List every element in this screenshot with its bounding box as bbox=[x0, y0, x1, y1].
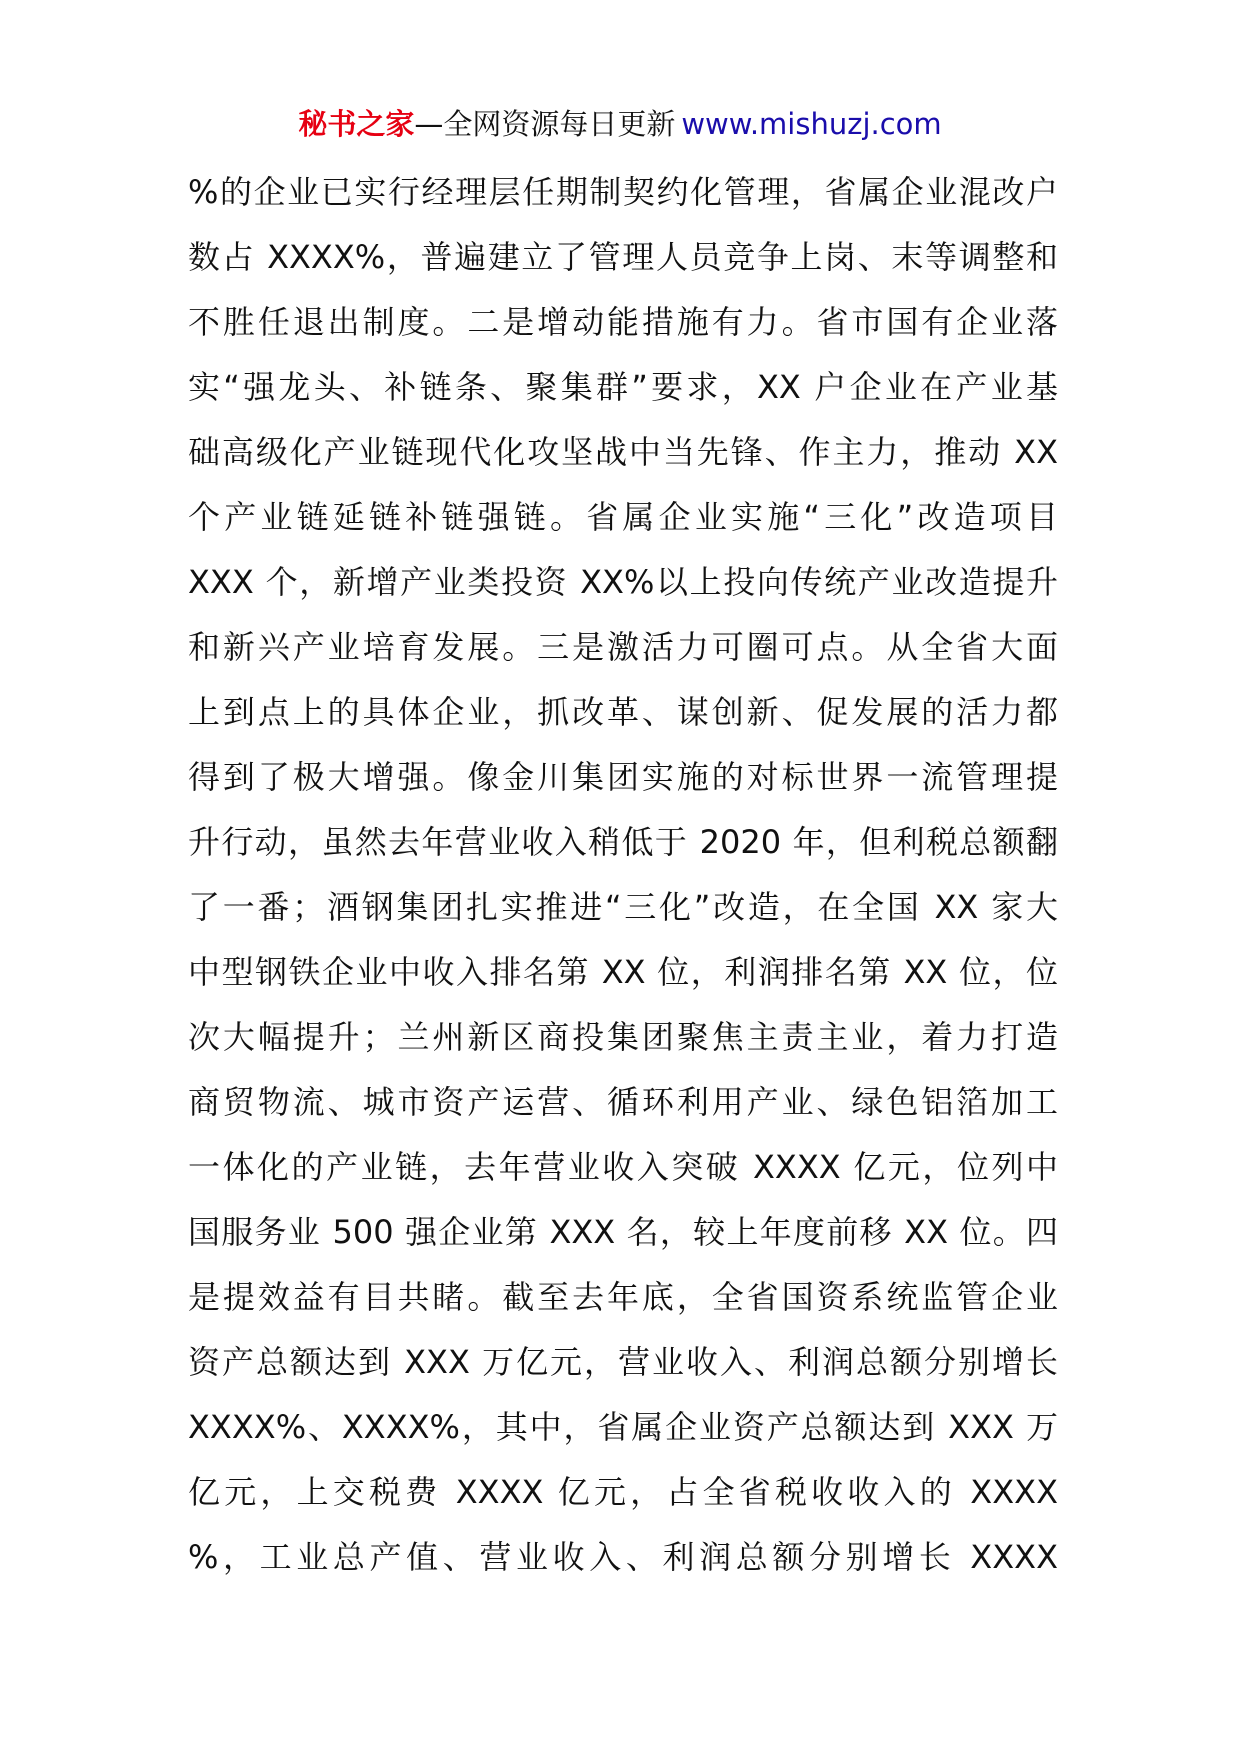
text-line: 不胜任退出制度。二是增动能措施有力。省市国有企业落 bbox=[188, 303, 1058, 341]
text-line: 中型钢铁企业中收入排名第 XX 位，利润排名第 XX 位，位 bbox=[188, 953, 1058, 991]
page-header bbox=[0, 104, 1240, 144]
text-line: 国服务业 500 强企业第 XXX 名，较上年度前移 XX 位。四 bbox=[188, 1213, 1058, 1251]
text-line: 实“强龙头、补链条、聚集群”要求，XX 户企业在产业基 bbox=[188, 368, 1058, 406]
text-line: 得到了极大增强。像金川集团实施的对标世界一流管理提 bbox=[188, 758, 1058, 796]
text-line: 上到点上的具体企业，抓改革、谋创新、促发展的活力都 bbox=[188, 693, 1058, 731]
text-line: 升行动，虽然去年营业收入稍低于 2020 年，但利税总额翻 bbox=[188, 823, 1058, 861]
text-line: 一体化的产业链，去年营业收入突破 XXXX 亿元，位列中 bbox=[188, 1148, 1058, 1186]
text-line: XXXX%、XXXX%，其中，省属企业资产总额达到 XXX 万 bbox=[188, 1408, 1058, 1446]
text-line: 了一番；酒钢集团扎实推进“三化”改造，在全国 XX 家大 bbox=[188, 888, 1058, 926]
text-line: XXX 个，新增产业类投资 XX%以上投向传统产业改造提升 bbox=[188, 563, 1058, 601]
document-body bbox=[188, 160, 1058, 1590]
text-line: 础高级化产业链现代化攻坚战中当先锋、作主力，推动 XX bbox=[188, 433, 1058, 471]
text-line: %的企业已实行经理层任期制契约化管理，省属企业混改户 bbox=[188, 173, 1058, 211]
text-line: 资产总额达到 XXX 万亿元，营业收入、利润总额分别增长 bbox=[188, 1343, 1058, 1381]
text-line: 数占 XXXX%，普遍建立了管理人员竞争上岗、末等调整和 bbox=[188, 238, 1058, 276]
text-line: 个产业链延链补链强链。省属企业实施“三化”改造项目 bbox=[188, 498, 1058, 536]
text-line: 亿元，上交税费 XXXX 亿元，占全省税收收入的 XXXX bbox=[188, 1473, 1058, 1511]
brand-name: 秘书之家 bbox=[298, 107, 415, 141]
text-line: 次大幅提升；兰州新区商投集团聚焦主责主业，着力打造 bbox=[188, 1018, 1058, 1056]
text-line: 是提效益有目共睹。截至去年底，全省国资系统监管企业 bbox=[188, 1278, 1058, 1316]
header-tagline: —全网资源每日更新 bbox=[414, 107, 676, 141]
text-line: 商贸物流、城市资产运营、循环利用产业、绿色铝箔加工 bbox=[188, 1083, 1058, 1121]
text-line: %，工业总产值、营业收入、利润总额分别增长 XXXX bbox=[188, 1538, 1058, 1576]
website-link[interactable]: www.mishuzj.com bbox=[681, 107, 942, 141]
text-line: 和新兴产业培育发展。三是激活力可圈可点。从全省大面 bbox=[188, 628, 1058, 666]
